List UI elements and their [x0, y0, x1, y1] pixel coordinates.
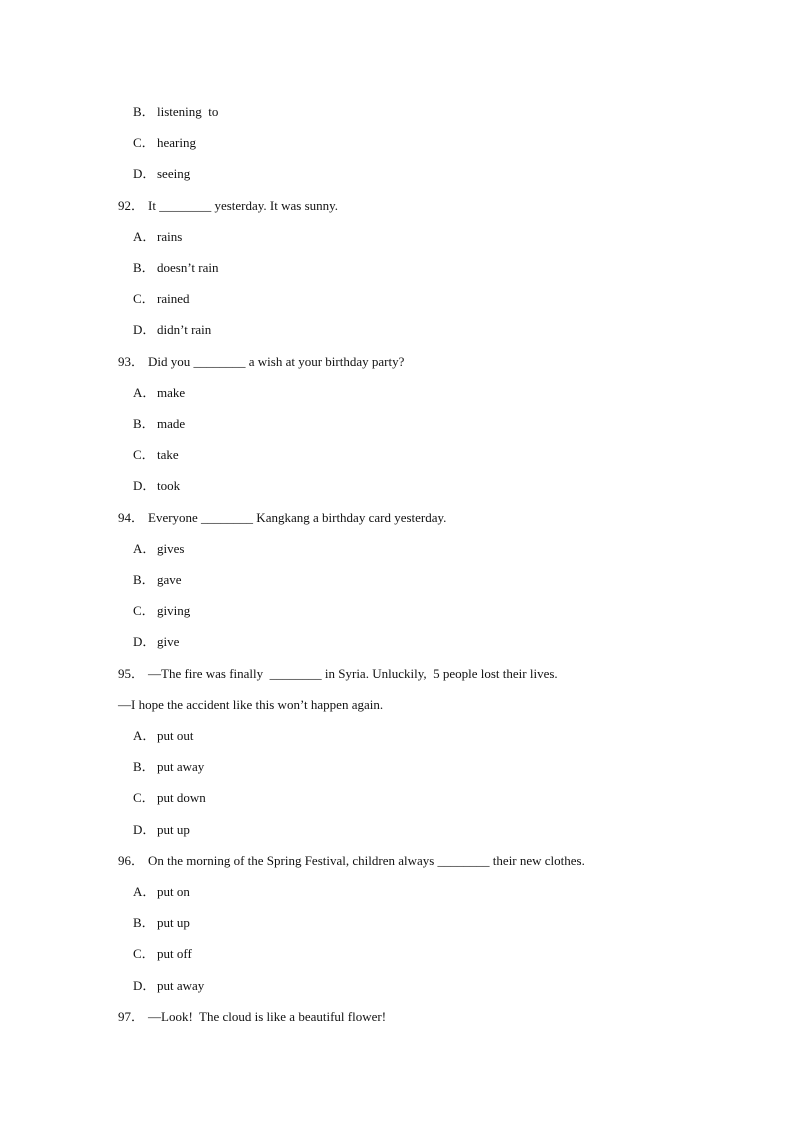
option-text: hearing [157, 135, 196, 151]
question-number: 95． [118, 665, 145, 681]
option-line [133, 915, 190, 931]
option-label: A． [133, 384, 156, 400]
option-text: put away [157, 759, 205, 775]
option-label: B． [133, 759, 155, 775]
question-line [118, 1009, 386, 1025]
question-line [118, 666, 558, 682]
option-line [133, 135, 196, 151]
option-label: B． [133, 915, 155, 931]
option-line [133, 260, 219, 276]
option-text: made [157, 416, 186, 431]
option-text: put up [157, 915, 190, 931]
question-line [118, 198, 338, 214]
option-line [133, 884, 190, 900]
option-label: A． [133, 884, 156, 899]
option-text: gives [157, 540, 185, 556]
option-label: B． [133, 572, 155, 587]
option-text: put away [157, 977, 205, 993]
option-label: B． [133, 416, 155, 431]
option-label: C． [133, 291, 155, 307]
option-label: C． [133, 946, 155, 962]
question-line [118, 510, 446, 526]
option-label: D． [133, 634, 156, 650]
option-text: didn’t rain [157, 322, 212, 338]
question-number: 92． [118, 197, 145, 213]
question-text: It ________ yesterday. It was sunny. [148, 197, 339, 213]
option-label: C． [133, 603, 155, 619]
question-text: Did you ________ a wish at your birthday party? [148, 353, 405, 369]
option-label: D． [133, 478, 156, 494]
option-label: C． [133, 135, 155, 151]
option-label: B． [133, 260, 155, 275]
option-line [133, 603, 190, 619]
option-line [133, 572, 182, 588]
option-text: seeing [157, 166, 191, 182]
option-line [133, 728, 193, 744]
question-line [118, 354, 404, 370]
option-label: C． [133, 447, 155, 463]
question-text: On the morning of the Spring Festival, children always ________ their new clothes. [148, 852, 585, 868]
option-line [133, 447, 179, 463]
option-line [133, 790, 206, 806]
question-number: 93． [118, 353, 145, 369]
option-text: put up [157, 821, 190, 837]
option-text: put off [157, 946, 192, 962]
option-text: make [157, 384, 186, 400]
option-line [133, 291, 189, 307]
option-line [133, 416, 185, 432]
option-label: D． [133, 166, 156, 182]
option-text: took [157, 478, 181, 494]
option-text: put on [157, 884, 190, 899]
option-line [133, 759, 204, 775]
question-number: 94． [118, 509, 145, 525]
option-text: rains [157, 228, 183, 244]
option-line [133, 166, 190, 182]
option-line [133, 541, 184, 557]
question-number: 97． [118, 1008, 145, 1024]
option-text: put down [157, 790, 206, 806]
option-label: B． [133, 104, 155, 119]
option-line [133, 978, 204, 994]
dialogue-line [118, 697, 383, 713]
option-line [133, 478, 180, 494]
dialogue-text: —I hope the accident like this won’t happen again. [118, 696, 384, 712]
question-line [118, 853, 585, 869]
option-text: listening to [157, 104, 219, 119]
option-label: D． [133, 977, 156, 993]
option-line [133, 229, 182, 245]
option-text: take [157, 447, 179, 463]
question-text: —The fire was finally ________ in Syria. Unluckily, 5 people lost their lives. [148, 665, 558, 681]
option-label: A． [133, 228, 156, 244]
option-line [133, 822, 190, 838]
option-line [133, 322, 211, 338]
option-label: D． [133, 322, 156, 338]
option-line [133, 104, 218, 120]
question-text: Everyone ________ Kangkang a birthday card yesterday. [148, 509, 447, 525]
question-number: 96． [118, 852, 145, 868]
question-text: —Look! The cloud is like a beautiful flower! [148, 1008, 387, 1024]
option-line [133, 385, 185, 401]
option-label: D． [133, 821, 156, 837]
option-text: gave [157, 572, 182, 587]
option-label: A． [133, 540, 156, 556]
option-text: put out [157, 728, 194, 743]
option-line [133, 634, 179, 650]
option-text: doesn’t rain [157, 260, 219, 275]
option-label: A． [133, 728, 156, 743]
option-text: rained [157, 291, 190, 307]
option-text: give [157, 634, 180, 650]
option-label: C． [133, 790, 155, 806]
option-text: giving [157, 603, 191, 619]
option-line [133, 946, 192, 962]
